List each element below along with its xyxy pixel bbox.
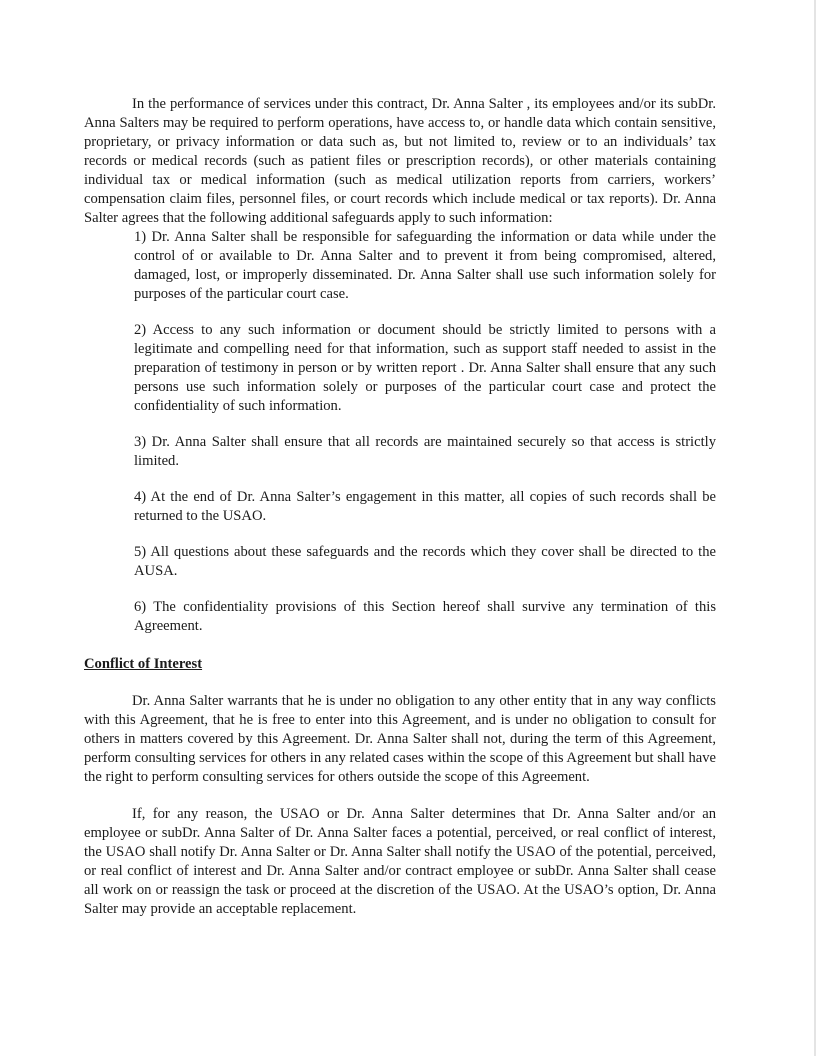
safeguard-item-1: 1) Dr. Anna Salter shall be responsible for safeguarding the information or data while under the control of or available to Dr. Anna Salter and to prevent it from being compromised, altered, damaged, lost, or improperly disseminated. Dr. Anna Salter shall use such information solely for purposes of the particular court case. bbox=[134, 229, 716, 302]
intro-paragraph: In the performance of services under this contract, Dr. Anna Salter , its employees and/or its subDr. Anna Salters may be required to perform operations, have access to, or handle data which contain sensitive, proprietary, or privacy information or data such as, but not limited to, review or to an individuals’ tax records or medical records (such as patient files or prescription records), or other materials containing individual tax or medical information (such as medical utilization reports from carriers, workers’ compensation claim files, personnel files, or court records which include medical or tax reports). Dr. Anna Salter agrees that the following additional safeguards apply to such information: bbox=[84, 96, 716, 226]
safeguard-item-4: 4) At the end of Dr. Anna Salter’s engagement in this matter, all copies of such records shall be returned to the USAO. bbox=[134, 489, 716, 524]
conflict-paragraph-2: If, for any reason, the USAO or Dr. Anna Salter determines that Dr. Anna Salter and/or an employee or subDr. Anna Salter of Dr. Anna Salter faces a potential, perceived, or real conflict of interest, the USAO shall notify Dr. Anna Salter or Dr. Anna Salter shall notify the USAO of the potential, perceived, or real conflict of interest and Dr. Anna Salter and/or contract employee or subDr. Anna Salter shall cease all work on or reassign the task or proceed at the discretion of the USAO. At the USAO’s option, Dr. Anna Salter may provide an acceptable replacement. bbox=[84, 806, 716, 917]
safeguard-item-3: 3) Dr. Anna Salter shall ensure that all records are maintained securely so that access is strictly limited. bbox=[134, 434, 716, 469]
safeguard-item-5: 5) All questions about these safeguards and the records which they cover shall be directed to the AUSA. bbox=[134, 544, 716, 579]
safeguard-item-6: 6) The confidentiality provisions of this Section hereof shall survive any termination of this Agreement. bbox=[134, 599, 716, 634]
section-heading-conflict-of-interest: Conflict of Interest bbox=[84, 656, 203, 672]
document-body bbox=[84, 95, 716, 919]
safeguards-list bbox=[134, 228, 716, 636]
conflict-paragraph-1: Dr. Anna Salter warrants that he is under no obligation to any other entity that in any way conflicts with this Agreement, that he is free to enter into this Agreement, and is under no obligation to consult for others in matters covered by this Agreement. Dr. Anna Salter shall not, during the term of this Agreement, perform consulting services for others in any related cases within the scope of this Agreement but shall have the right to perform consulting services for others outside the scope of this Agreement. bbox=[84, 693, 716, 785]
safeguard-item-2: 2) Access to any such information or document should be strictly limited to persons with a legitimate and compelling need for that information, such as support staff needed to assist in the preparation of testimony in person or by written report . Dr. Anna Salter shall ensure that any such persons use such information solely or purposes of the particular court case and protect the confidentiality of such information. bbox=[134, 322, 716, 414]
